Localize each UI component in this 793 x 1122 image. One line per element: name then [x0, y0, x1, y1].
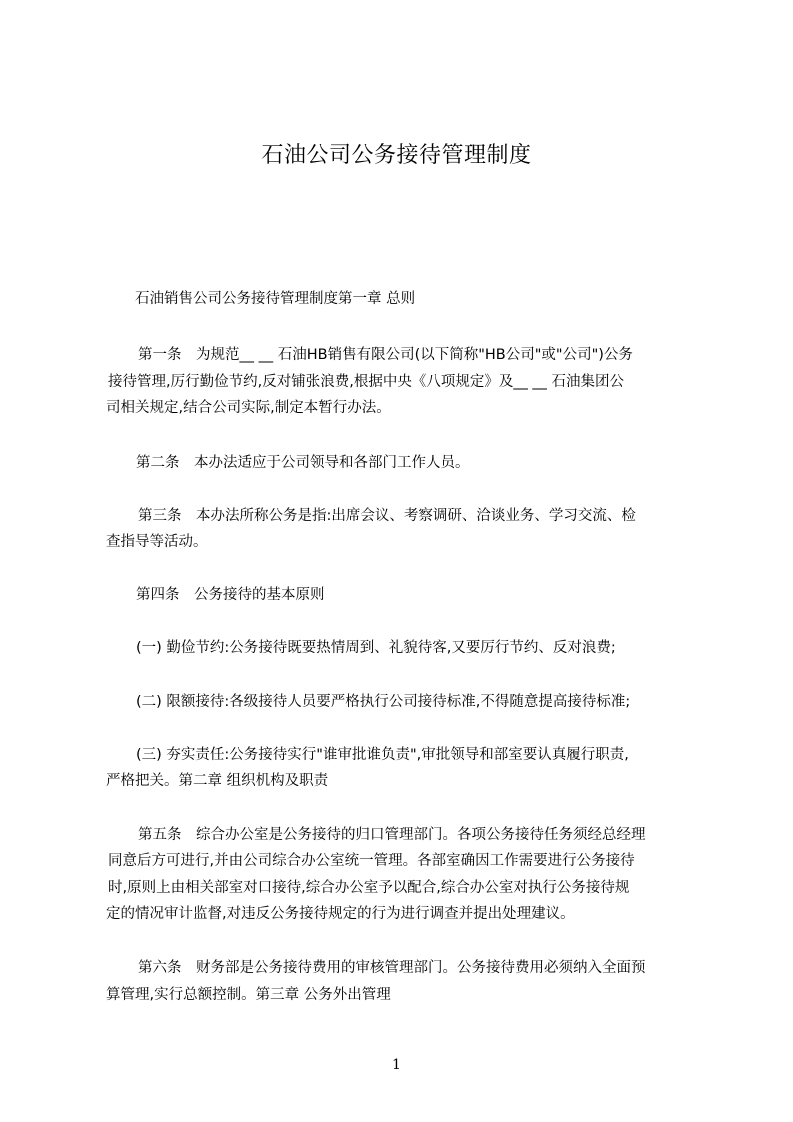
article-5-line-1: 第五条 综合办公室是公务接待的归口管理部门。各项公务接待任务须经总经理	[138, 827, 646, 843]
principle-3-line-1: (三) 夯实责任:公务接待实行"谁审批谁负责",审批领导和部室要认真履行职责,	[136, 747, 629, 763]
article-5-line-2: 同意后方可进行,并由公司综合办公室统一管理。各部室确因工作需要进行公务接待	[108, 853, 635, 869]
intro-line: 石油销售公司公务接待管理制度第一章 总则	[135, 291, 416, 307]
article-3-line-2: 查指导等活动。	[106, 534, 208, 550]
article-6-line-1: 第六条 财务部是公务接待费用的审核管理部门。公务接待费用必须纳入全面预	[138, 960, 646, 976]
article-1-line-3: 司相关规定,结合公司实际,制定本暂行办法。	[106, 400, 391, 416]
principle-3-line-2: 严格把关。第二章 组织机构及职责	[106, 773, 329, 789]
article-1-line-1: 第一条 为规范__ __ 石油HB销售有限公司(以下简称"HB公司"或"公司")公务	[138, 347, 633, 363]
document-title: 石油公司公务接待管理制度	[261, 143, 532, 168]
article-5-line-3: 时,原则上由相关部室对口接待,综合办公室予以配合,综合办公室对执行公务接待规	[108, 880, 630, 896]
article-1-line-2: 接待管理,厉行勤俭节约,反对铺张浪费,根据中央《八项规定》及__ __ 石油集团公	[108, 374, 625, 390]
article-3-line-1: 第三条 本办法所称公务是指:出席会议、考察调研、洽谈业务、学习交流、检	[138, 508, 636, 524]
page-number: 1	[392, 1057, 401, 1073]
principle-1: (一) 勤俭节约:公务接待既要热情周到、礼貌待客,又要厉行节约、反对浪费;	[136, 640, 616, 656]
article-6-line-2: 算管理,实行总额控制。第三章 公务外出管理	[106, 987, 391, 1003]
article-4: 第四条 公务接待的基本原则	[136, 587, 325, 603]
principle-2: (二) 限额接待:各级接待人员要严格执行公司接待标准,不得随意提高接待标准;	[136, 694, 631, 710]
article-5-line-4: 定的情况审计监督,对违反公务接待规定的行为进行调查并提出处理建议。	[106, 906, 575, 922]
article-2: 第二条 本办法适应于公司领导和各部门工作人员。	[136, 455, 470, 471]
